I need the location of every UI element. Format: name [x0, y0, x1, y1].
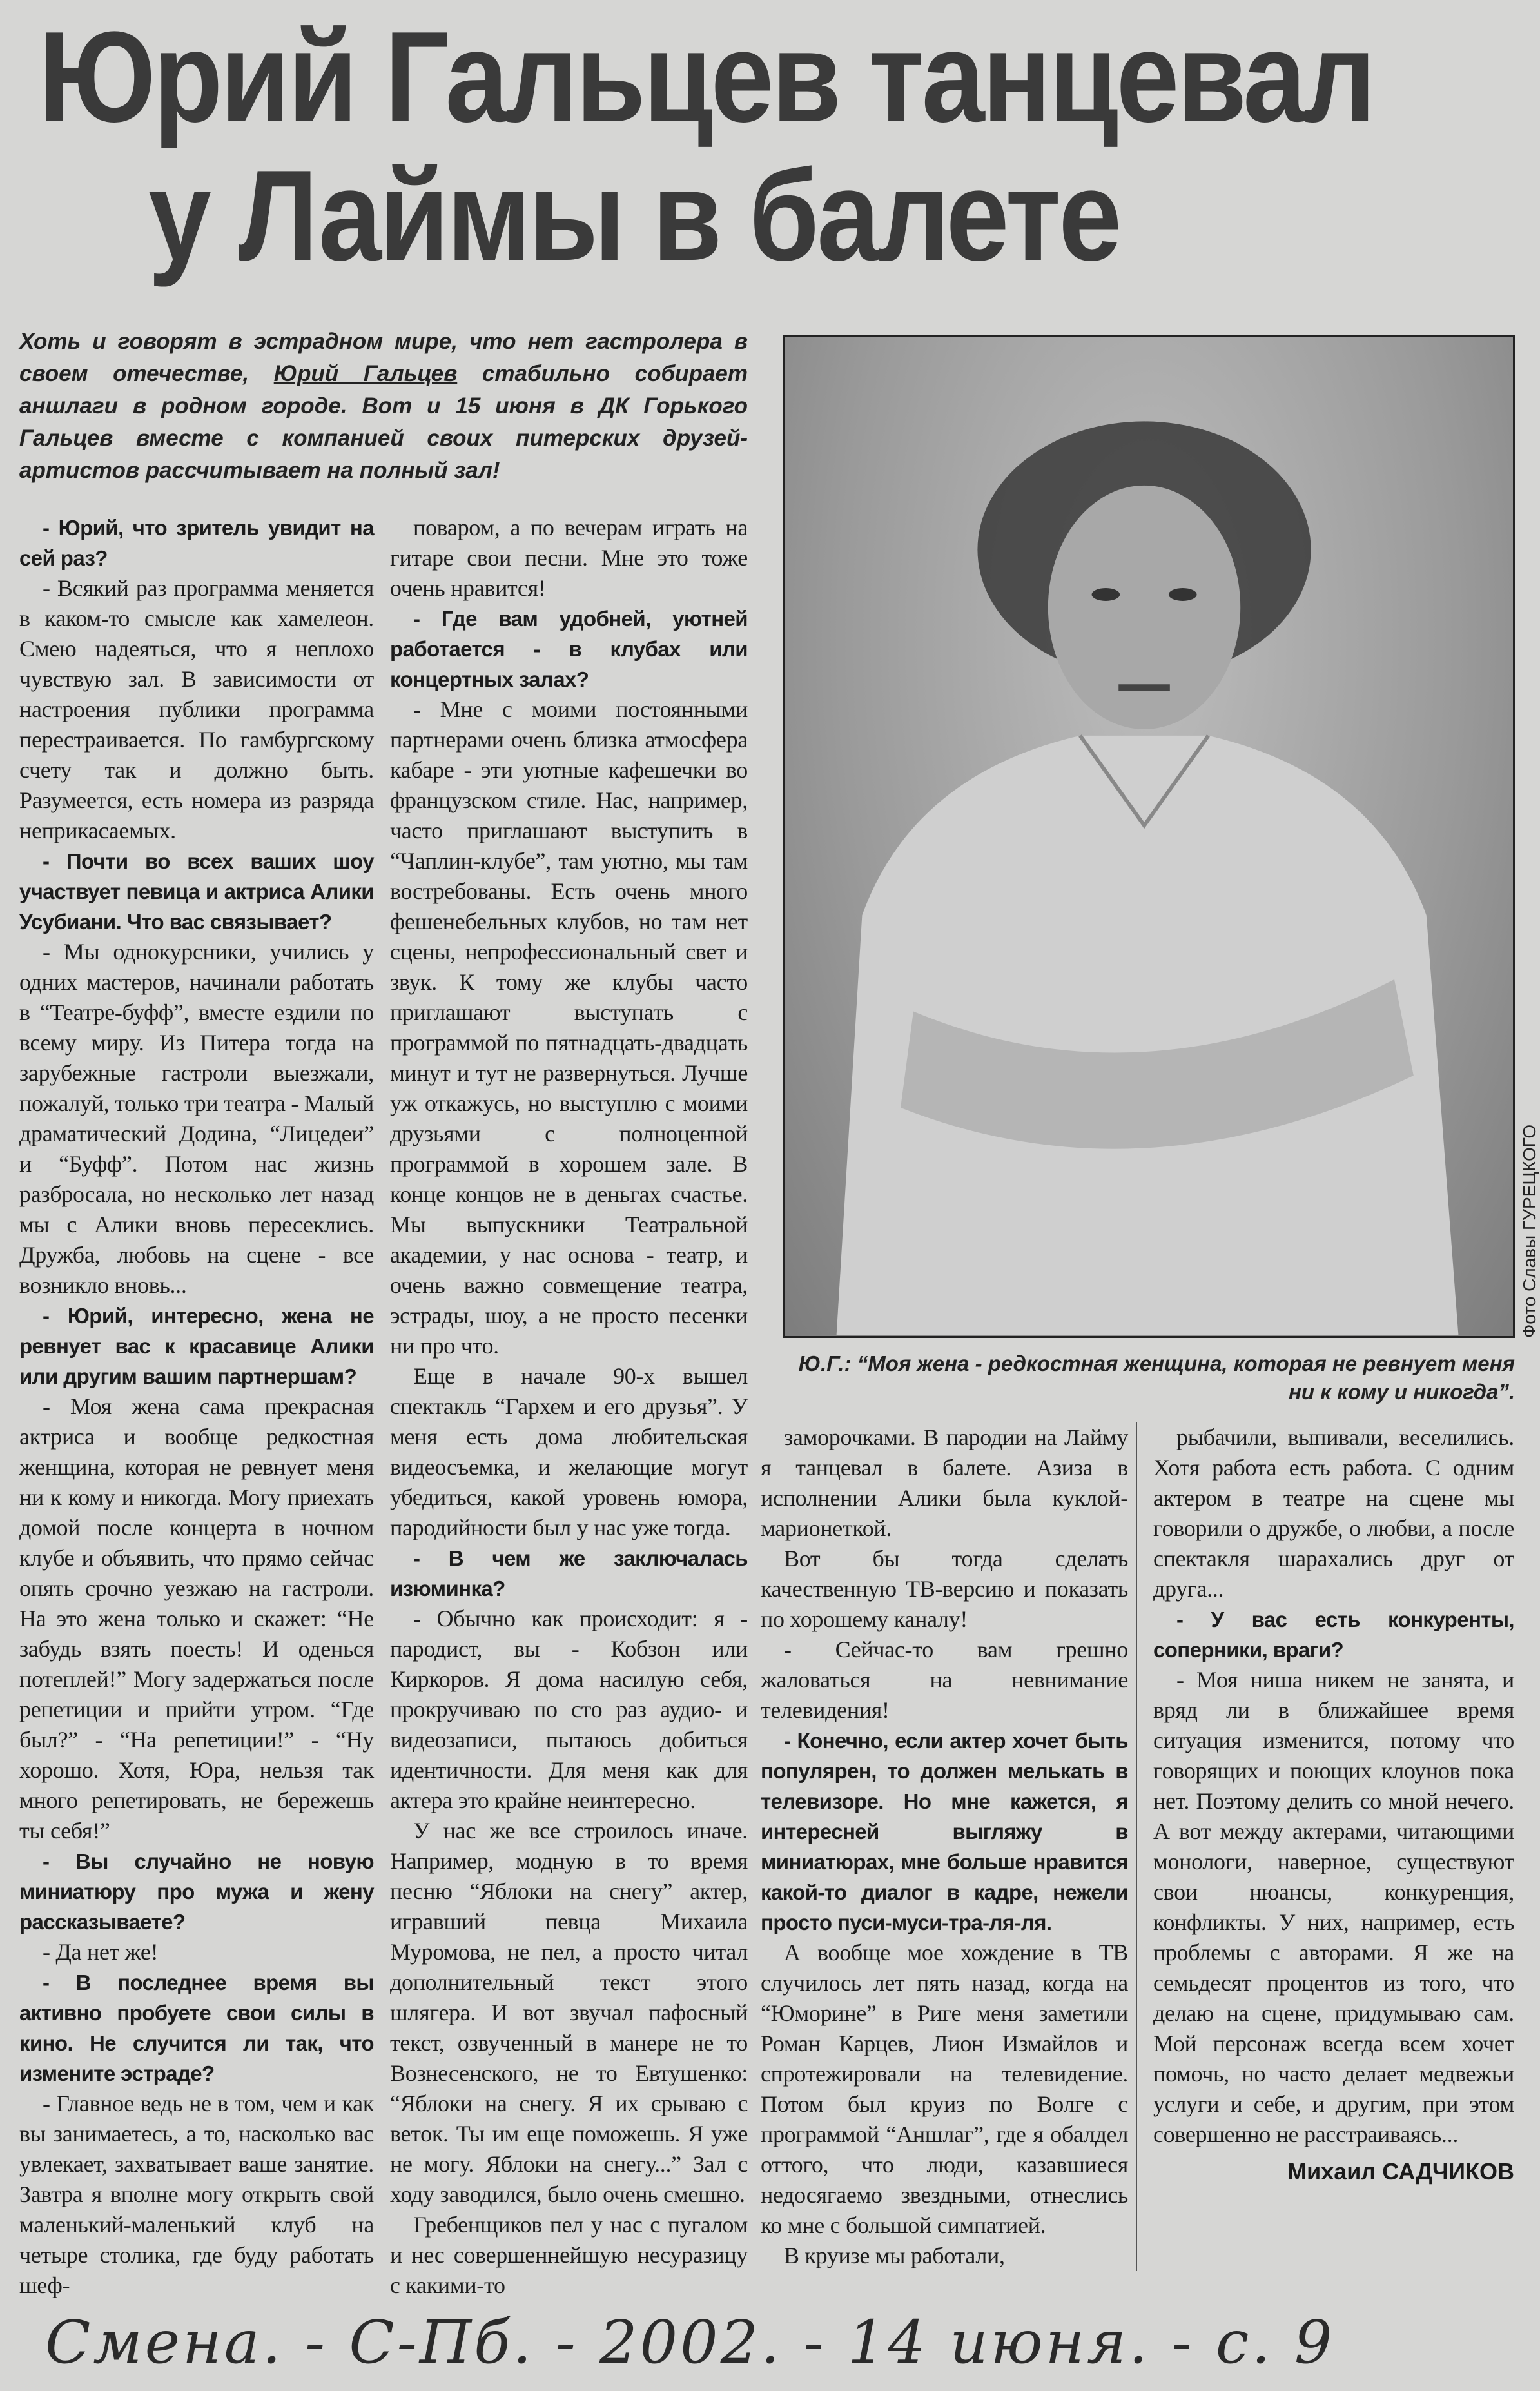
- interview-paragraph: - Сейчас-то вам грешно жаловаться на невнимание телевидения!: [761, 1637, 1128, 1723]
- interview-paragraph: - Всякий раз программа меняется в каком-то смысле как хамелеон. Смею надеяться, что я неплохо чувствую зал. В зависимости от настроения публики программа перестраивается. По гамбургскому счету так и должно быть. Разумеется, есть номера из разряда неприкасаемых.: [19, 575, 374, 843]
- interview-paragraph: В круизе мы работали,: [784, 2243, 1005, 2268]
- interview-question: - Вы случайно не новую миниатюру про мужа и жену рассказываете?: [19, 1849, 374, 1934]
- interview-paragraph: - Обычно как происходит: я - пародист, вы - Кобзон или Киркоров. Я дома насилую себя, прокручиваю по сто раз аудио- и видеозаписи, пытаюсь добиться идентичности. Для меня как для актера это крайне неинтересно.: [390, 1606, 748, 1813]
- article-column-4-wrap: [1153, 1422, 1514, 2271]
- interview-question: - В последнее время вы активно пробуете свои силы в кино. Не случится ли так, что измените эстраде?: [19, 1971, 374, 2085]
- interview-paragraph: - Главное ведь не в том, чем и как вы занимаетесь, а то, насколько вас увлекает, захватывает ваше занятие. Завтра я вполне могу открыть свой маленький-маленький клуб на четыре столика, где буду работать шеф-: [19, 2091, 374, 2298]
- headline-line-1: Юрий Гальцев танцевал: [39, 5, 1374, 149]
- lead-text-before: Хоть и говорят в эстрадном мире, что нет гастролера в своем отечестве,: [19, 329, 748, 386]
- interview-paragraph: А вообще мое хождение в ТВ случилось лет пять назад, когда на “Юморине” в Риге меня заметили Роман Карцев, Лион Измайлов и спротежировали на телевидение. Потом был круиз по Волге с программой “Аншлаг”, где я обалдел оттого, что люди, казавшиеся недосягаемо звездными, отнеслись ко мне с большой симпатией.: [761, 1940, 1128, 2238]
- interview-paragraph: - Да нет же!: [43, 1939, 159, 1965]
- interview-paragraph: заморочками. В пародии на Лайму я танцевал в балете. Азиза в исполнении Алики была куклой-марионеткой.: [761, 1424, 1128, 1541]
- interview-paragraph: - Мне с моими постоянными партнерами очень близка атмосфера кабаре - эти уютные кафешечки во французском стиле. Нас, например, часто приглашают выступить в “Чаплин-клубе”, там уютно, мы там востребованы. Есть очень много фешенебельных клубов, но там нет сцены, непрофессиональный свет и звук. К тому же клубы часто приглашают выступать с программой по пятнадцать-двадцать минут и тут не развернуться. Лучше уж откажусь, но выступлю с моими друзьями с полноценной программой в хорошем зале. В конце концов не в деньгах счастье. Мы выпускники Театральной академии, у нас основа - театр, и очень важно совмещение театра, эстрады, шоу, а не просто песенки ни про что.: [390, 696, 748, 1359]
- left-columns: [19, 513, 757, 2301]
- photo-credit: Фото Славы ГУРЕЦКОГО: [1519, 1124, 1539, 1338]
- headline-line-2: у Лаймы в балете: [148, 144, 1120, 288]
- interview-question: - Почти во всех ваших шоу участвует певица и актриса Алики Усубиани. Что вас связывает?: [19, 849, 374, 934]
- article-column-4: [1153, 1422, 1514, 2150]
- portrait-photo: [783, 335, 1515, 1338]
- interview-paragraph: - Моя жена сама прекрасная актриса и вообще редкостная женщина, которая не ревнует меня ни к кому и никогда. Могу приехать домой после концерта в ночном клубе и объявить, что прямо сейчас опять срочно уезжаю на гастроли. На это жена только и скажет: “Не забудь взять поесть! И оденься потеплей!” Могу задержаться после репетиции и прийти утром. “Где был?” - “На репетиции!” - “Ну хорошо. Хотя, Юра, нельзя так много репетировать, не бережешь ты себя!”: [19, 1393, 374, 1844]
- article-left-block: [0, 326, 757, 2301]
- interview-paragraph: Еще в начале 90-х вышел спектакль “Гархем и его друзья”. У меня есть дома любительская видеосъемка, и желающие могут убедиться, какой уровень юмора, пародийности был у нас уже тогда.: [390, 1363, 748, 1540]
- right-columns: [757, 1422, 1515, 2271]
- lead-name: Юрий Гальцев: [273, 361, 458, 386]
- interview-paragraph: - Моя ниша никем не занята, и вряд ли в ближайшее время ситуация изменится, потому что говорящих и поющих клоунов пока нет. Поэтому делить со мной нечего. А вот между актерами, читающими монологи, наверное, существуют свои нюансы, конкуренция, конфликты. У них, например, есть проблемы с авторами. Я же на семьдесят процентов из того, что делаю на сцене, придумываю сам. Мой персонаж всегда всем хочет помочь, но часто делает медвежьи услуги и себе, и другим, при этом совершенно не расстраиваясь...: [1153, 1667, 1514, 2147]
- lead-text-after: стабильно собирает аншлаги в родном городе. Вот и 15 июня в ДК Горького Гальцев вместе с компанией своих питерских друзей-артистов рассчитывает на полный зал!: [19, 361, 748, 483]
- interview-paragraph: Гребенщиков пел у нас с пугалом и нес совершеннейшую несуразицу с какими-то: [390, 2212, 748, 2298]
- interview-question: - В чем же заключалась изюминка?: [390, 1546, 748, 1600]
- article-column-2: [390, 513, 748, 2301]
- handwritten-source-note: Смена. - С-Пб. - 2002. - 14 июня. - с. 9: [45, 2308, 1335, 2377]
- interview-paragraph: рыбачили, выпивали, веселились. Хотя работа есть работа. С одним актером в театре на сцене мы говорили о дружбе, о любви, а после спектакля шарахались друг от друга...: [1153, 1424, 1514, 1602]
- interview-question: - Где вам удобней, уютней работается - в клубах или концертных залах?: [390, 607, 748, 691]
- interview-paragraph: У нас же все строилось иначе. Например, модную в то время песню “Яблоки на снегу” актер, игравший певца Михаила Муромова, не пел, а просто читал дополнительный текст этого шлягера. И вот звучал пафосный текст, озвученный в манере не то Вознесенского, не то Евтушенко: “Яблоки на снегу. Я их срываю с веток. Ты им еще поможешь. Я уже не могу. Яблоки на снегу...” Зал с ходу заводился, было очень смешно.: [390, 1818, 748, 2207]
- interview-question: - Конечно, если актер хочет быть популярен, то должен мелькать в телевизоре. Но мне кажется, я интересней выгляжу в миниатюрах, мне больше нравится какой-то диалог в кадре, нежели просто пуси-муси-тра-ля-ля.: [761, 1729, 1128, 1934]
- interview-paragraph: поваром, а по вечерам играть на гитаре свои песни. Мне это тоже очень нравится!: [390, 515, 748, 601]
- article-right-block: [757, 326, 1539, 2271]
- author-byline: Михаил САДЧИКОВ: [1287, 2158, 1514, 2185]
- article-column-3: [757, 1422, 1137, 2271]
- photo-caption: Ю.Г.: “Моя жена - редкостная женщина, которая не ревнует меня ни к кому и никогда”.: [798, 1352, 1515, 1404]
- interview-paragraph: - Мы однокурсники, учились у одних мастеров, начинали работать в “Театре-буфф”, вместе ездили по всему миру. Из Питера тогда на зарубежные гастроли выезжали, пожалуй, только три театра - Малый драматический Додина, “Лицедеи” и “Буфф”. Потом нас жизнь разбросала, но несколько лет назад мы с Алики вновь пересеклись. Дружба, любовь на сцене - все возникло вновь...: [19, 939, 374, 1298]
- interview-paragraph: Вот бы тогда сделать качественную ТВ-версию и показать по хорошему каналу!: [761, 1546, 1128, 1632]
- article-column-1: [19, 513, 374, 2301]
- interview-question: - Юрий, интересно, жена не ревнует вас к красавице Алики или другим вашим партнершам?: [19, 1304, 374, 1388]
- interview-question: - У вас есть конкуренты, соперники, враги?: [1153, 1608, 1514, 1662]
- lead-paragraph: [19, 326, 748, 487]
- interview-question: - Юрий, что зритель увидит на сей раз?: [19, 516, 374, 570]
- portrait-figure-image: [785, 337, 1513, 1336]
- photo-frame: [783, 335, 1539, 1338]
